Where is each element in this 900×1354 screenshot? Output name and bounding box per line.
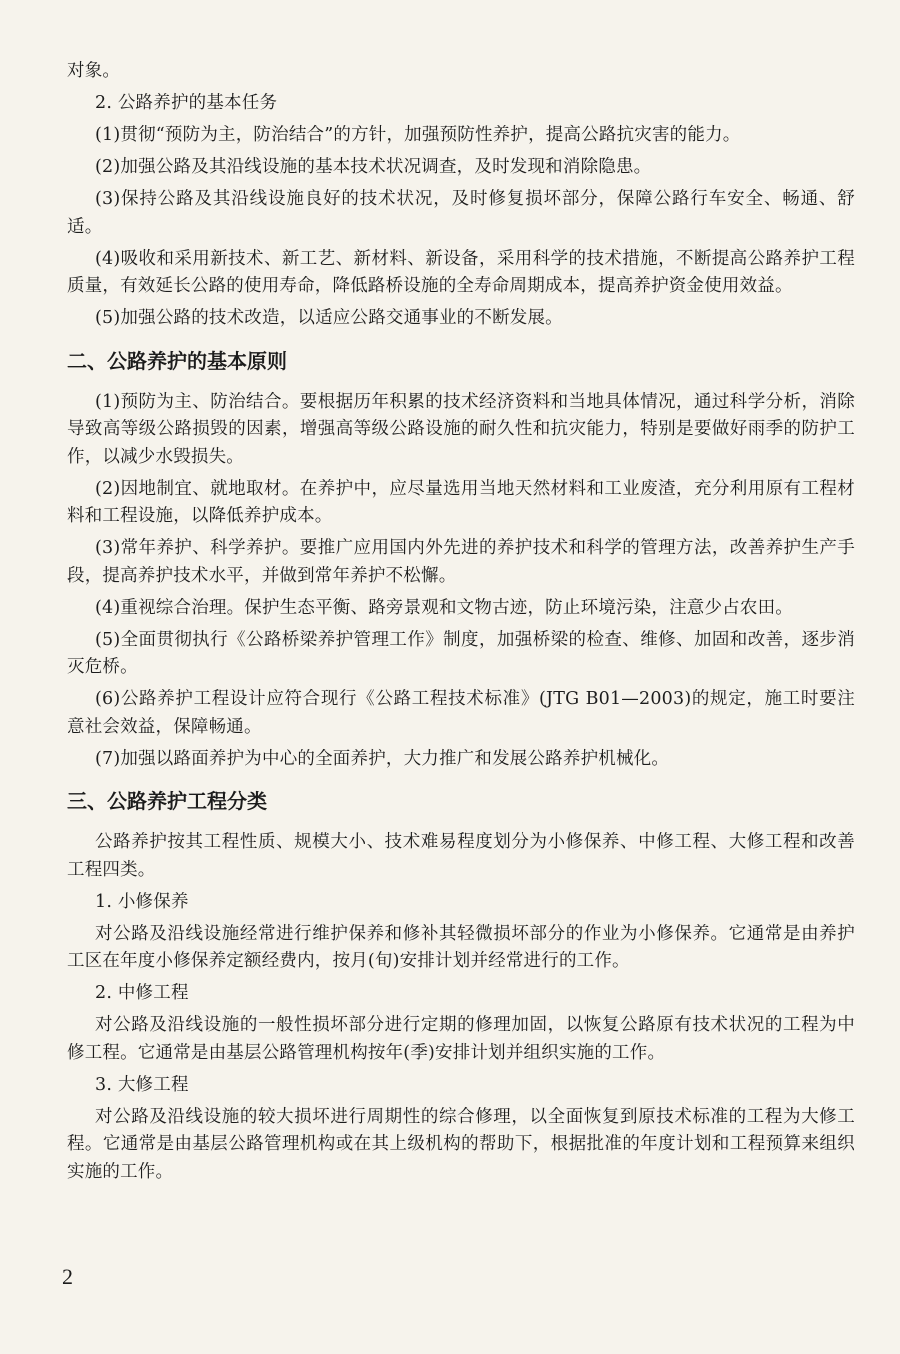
paragraph: 对公路及沿线设施经常进行维护保养和修补其轻微损坏部分的作业为小修保养。它通常是由养护工区在年度小修保养定额经费内，按月(旬)安排计划并经常进行的工作。 (67, 923, 855, 971)
paragraph: 对象。 (67, 61, 121, 81)
paragraph: (3)保持公路及其沿线设施良好的技术状况，及时修复损坏部分，保障公路行车安全、畅通、舒适。 (67, 189, 855, 237)
paragraph: (4)吸收和采用新技术、新工艺、新材料、新设备，采用科学的技术措施，不断提高公路养护工程质量，有效延长公路的使用寿命，降低路桥设施的全寿命周期成本，提高养护资金使用效益。 (67, 248, 855, 296)
paragraph: 公路养护按其工程性质、规模大小、技术难易程度划分为小修保养、中修工程、大修工程和改善工程四类。 (67, 832, 855, 880)
paragraph: (6)公路养护工程设计应符合现行《公路工程技术标准》(JTG B01—2003)的规定，施工时要注意社会效益，保障畅通。 (67, 689, 855, 737)
page-number: 2 (62, 1264, 73, 1289)
paragraph: (2)因地制宜、就地取材。在养护中，应尽量选用当地天然材料和工业废渣，充分利用原有工程材料和工程设施，以降低养护成本。 (67, 478, 855, 526)
paragraph: 2. 公路养护的基本任务 (95, 93, 278, 113)
section-heading: 三、公路养护工程分类 (67, 789, 267, 813)
section-heading: 二、公路养护的基本原则 (67, 348, 287, 373)
paragraph: 3. 大修工程 (95, 1074, 189, 1095)
paragraph: 对公路及沿线设施的一般性损坏部分进行定期的修理加固，以恢复公路原有技术状况的工程为中修工程。它通常是由基层公路管理机构按年(季)安排计划并组织实施的工作。 (67, 1015, 855, 1063)
paragraph: (2)加强公路及其沿线设施的基本技术状况调查，及时发现和消除隐患。 (95, 157, 652, 177)
paragraph: 2. 中修工程 (95, 983, 189, 1003)
paragraph: 1. 小修保养 (95, 891, 189, 912)
paragraph: (5)全面贯彻执行《公路桥梁养护管理工作》制度，加强桥梁的检查、维修、加固和改善，逐步消灭危桥。 (67, 629, 855, 677)
paragraph: (1)贯彻“预防为主，防治结合”的方针，加强预防性养护，提高公路抗灾害的能力。 (95, 125, 741, 145)
paragraph: 对公路及沿线设施的较大损坏进行周期性的综合修理，以全面恢复到原技术标准的工程为大修工程。它通常是由基层公路管理机构或在其上级机构的帮助下，根据批准的年度计划和工程预算来组织实施的工作。 (67, 1106, 855, 1182)
paragraph: (5)加强公路的技术改造，以适应公路交通事业的不断发展。 (95, 308, 563, 328)
paragraph: (7)加强以路面养护为中心的全面养护，大力推广和发展公路养护机械化。 (95, 748, 670, 769)
paragraph: (3)常年养护、科学养护。要推广应用国内外先进的养护技术和科学的管理方法，改善养护生产手段，提高养护技术水平，并做到常年养护不松懈。 (67, 538, 855, 586)
page-content (67, 58, 855, 1191)
paragraph: (1)预防为主、防治结合。要根据历年积累的技术经济资料和当地具体情况，通过科学分析，消除导致高等级公路损毁的因素，增强高等级公路设施的耐久性和抗灾能力，特别是要做好雨季的防护工作，以减少水毁损失。 (67, 391, 855, 467)
paragraph: (4)重视综合治理。保护生态平衡、路旁景观和文物古迹，防止环境污染，注意少占农田。 (95, 597, 793, 618)
